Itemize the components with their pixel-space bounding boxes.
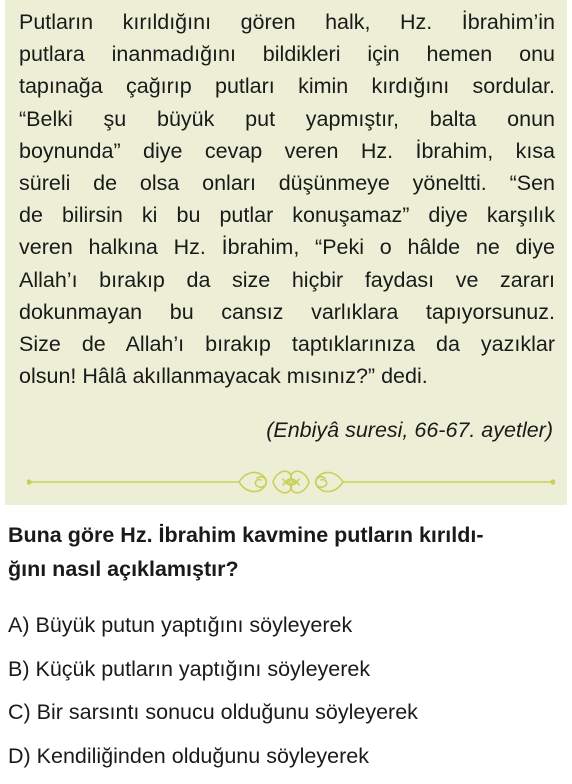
- passage-line: tapınağa çağırıp putları kimin kırdığını sordular.: [19, 74, 555, 99]
- question-line: Buna göre Hz. İbrahim kavmine putların kırıldı-: [8, 523, 484, 547]
- passage-box: [5, 0, 567, 505]
- passage-text: [19, 6, 555, 392]
- option-c[interactable]: C) Bir sarsıntı sonucu olduğunu söyleyerek: [8, 700, 418, 724]
- option-d[interactable]: D) Kendiliğinden olduğunu söyleyerek: [8, 743, 369, 768]
- passage-line: de bilirsin ki bu putlar konuşamaz” diye karşılık: [19, 203, 555, 228]
- option-b[interactable]: B) Küçük putların yaptığını söyleyerek: [8, 656, 371, 681]
- option-a[interactable]: A) Büyük putun yaptığını söyleyerek: [8, 613, 353, 637]
- passage-line: veren halkına Hz. İbrahim, “Peki o hâlde ne diye: [19, 235, 555, 260]
- passage-line: Putların kırıldığını gören halk, Hz. İbrahim’in: [19, 10, 555, 34]
- answer-options: [8, 604, 564, 778]
- question-text: [8, 518, 564, 586]
- question-line: ğını nasıl açıklamıştır?: [8, 557, 239, 581]
- floral-divider-icon: [27, 462, 555, 502]
- passage-line: boynunda” diye cevap veren Hz. İbrahim, kısa: [19, 138, 555, 163]
- passage-line: dokunmayan bu cansız varlıklara tapıyorsunuz.: [19, 299, 555, 324]
- passage-source: (Enbiyâ suresi, 66-67. ayetler): [266, 418, 553, 442]
- passage-line: süreli de olsa onları düşünmeye yöneltti. “Sen: [19, 171, 555, 196]
- passage-line: putlara inanmadığını bildikleri için hemen onu: [19, 42, 555, 67]
- passage-line: “Belki şu büyük put yapmıştır, balta onun: [19, 106, 555, 131]
- passage-line: Size de Allah’ı bırakıp taptıklarınıza da yazıklar: [19, 332, 555, 357]
- passage-line: olsun! Hâlâ akıllanmayacak mısınız?” dedi.: [19, 364, 428, 389]
- passage-line: Allah’ı bırakıp da size hiçbir faydası ve zararı: [19, 267, 555, 292]
